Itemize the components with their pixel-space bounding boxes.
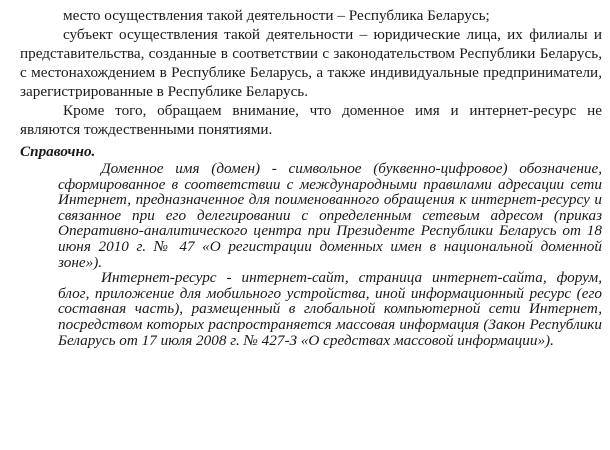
- paragraph-domain-vs-resource: Кроме того, обращаем внимание, что доменное имя и интернет-ресурс не являются тождественными понятиями.: [20, 102, 602, 138]
- document-page: [20, 6, 602, 348]
- reference-note-heading: Справочно.: [20, 143, 96, 160]
- paragraph-activity-location: место осуществления такой деятельности – Республика Беларусь;: [63, 7, 490, 24]
- reference-domain-definition: Доменное имя (домен) - символьное (буквенно-цифровое) обозначение, сформированное в соответствии с международными правилами адресации сети Интернет, предназначенное для поименованного обращения к интернет-ресурсу и связанное при его делегировании с определенным сетевым адресом (приказ Оперативно-аналитического центра при Президенте Республики Беларусь от 18 июня 2010 г. № 47 «О регистрации доменных имен в национальной доменной зоне»).: [58, 160, 602, 271]
- paragraph-activity-subject: субъект осуществления такой деятельности – юридические лица, их филиалы и представительства, созданные в соответствии с законодательством Республики Беларусь, с местонахождением в Республике Беларусь, а также индивидуальные предприниматели, зарегистрированные в Республике Беларусь.: [20, 26, 602, 100]
- reference-note: [20, 142, 602, 348]
- reference-internet-resource-definition: Интернет-ресурс - интернет-сайт, страница интернет-сайта, форум, блог, приложение для мобильного устройства, иной информационный ресурс (его составная часть), размещенный в глобальной компьютерной сети Интернет, посредством которых распространяется массовая информация (Закон Республики Беларусь от 17 июля 2008 г. № 427-З «О средствах массовой информации»).: [58, 269, 602, 349]
